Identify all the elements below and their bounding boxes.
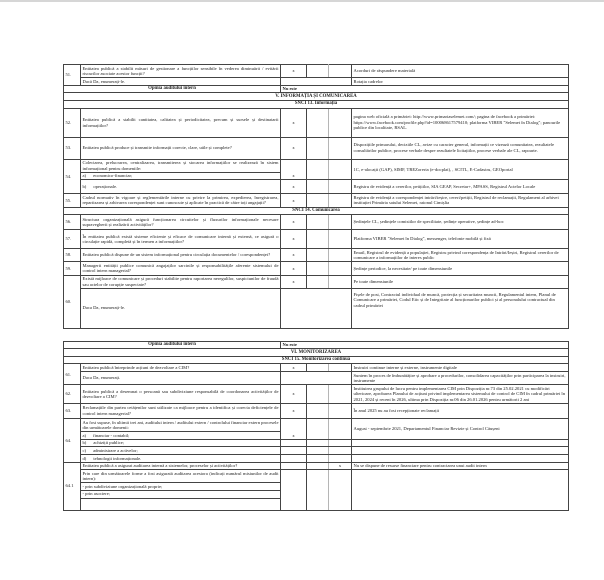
answer-nu: [307, 230, 329, 249]
row-number: 64.1: [64, 462, 81, 510]
table-row: [64, 180, 569, 194]
option-text: achiziții publice;: [93, 440, 125, 446]
subsection-heading-row: [64, 207, 569, 215]
answer-nu: [307, 65, 329, 78]
comment-cell: Registru de evidență a corespondenței intrări/ieșire, cereri/petiții, Registrul de reclamații, Regulament al arhivei instituției Primăria satului Selemet, raionul Cimișlia: [352, 194, 569, 207]
comment-cell: [352, 455, 569, 463]
answer-da: x: [281, 159, 307, 180]
answer-da: x: [281, 275, 307, 288]
option-text: [81, 498, 281, 510]
table-row: [64, 462, 569, 470]
question-text: Entitatea publică a asigurat auditarea internă a sistemelor, proceselor și activităților?: [81, 462, 281, 470]
cim-questionnaire-table: [63, 64, 569, 511]
answer-na: [329, 159, 352, 180]
answer-nu: [307, 180, 329, 194]
answer-da: x: [281, 137, 307, 159]
option-c: [81, 447, 281, 455]
option-a: [81, 172, 281, 180]
row-number: 52.: [64, 108, 81, 137]
answer-da: x: [281, 385, 307, 404]
comment-cell: Ședințe periodice, la necesitate/ pe toate dimensiunile: [352, 262, 569, 275]
table-row: [64, 78, 569, 86]
option-text: economico-financiar;: [93, 173, 133, 179]
table-row: [64, 288, 569, 328]
sub-answer-empty: [281, 372, 352, 385]
comment-cell: Nu se dispune de resurse financiare pentru contractarea unui audit intern: [352, 462, 569, 470]
answer-na: [329, 455, 352, 463]
answer-na: [329, 447, 352, 455]
row-number: 60.: [64, 275, 81, 328]
table-row: [64, 447, 569, 455]
row-number: 64.: [64, 419, 81, 463]
opinion-row: [64, 341, 569, 349]
option-b: [81, 180, 281, 194]
section-title: VI. MONITORIZAREA: [64, 349, 569, 357]
answer-da: x: [281, 419, 307, 440]
option-text: tehnologii informaționale.: [93, 455, 142, 461]
answer-nu: [307, 447, 329, 455]
answer-da: x: [281, 262, 307, 275]
question-text: Au fost supuse, în ultimii trei ani, auditului intern / auditului extern / controlului financiar extern procesele din următoarele domenii:: [82, 419, 279, 431]
comment-cell: [352, 439, 569, 447]
row-number: 54.: [64, 159, 81, 194]
table-row: [64, 385, 569, 404]
table-row: [64, 215, 569, 230]
table-row: [64, 470, 569, 483]
table-row: [64, 419, 569, 432]
answer-da: x: [281, 180, 307, 194]
option-label: a): [82, 432, 87, 438]
answer-na: [329, 180, 352, 194]
subsection-title: SNCI 15. Monitorizarea continuă: [64, 356, 569, 364]
table-row: [64, 404, 569, 419]
table-row: [64, 159, 569, 172]
answer-na: [329, 385, 352, 404]
answer-nu: [307, 462, 329, 470]
answer-nu: [307, 108, 329, 137]
comment-cell: pagina web oficială a primăriei: http://www.primariaselemet.com/; pagina de facebook a primăriei: https://www.facebook.com/profile.php?id=100068617579410; platforma VIBER "Selemet în Dialog"; panourile publice din localitate, RSAL.: [352, 108, 569, 137]
sub-question-text: Daca Da, enumerați-le.: [81, 288, 281, 328]
option-label: d): [82, 455, 87, 461]
answer-da: [281, 439, 307, 447]
row-number: 58.: [64, 249, 81, 262]
question-text: Entitatea publică întreprinde acțiuni de dezvoltare a CIM?: [81, 364, 281, 372]
answer-nu: [307, 385, 329, 404]
table-row: [64, 230, 569, 249]
answer-na: [329, 65, 352, 78]
subsection-heading-row: [64, 100, 569, 108]
table-row: [64, 65, 569, 78]
answer-nu: [307, 364, 329, 372]
opinion-label: Opinia auditului intern: [64, 85, 281, 93]
answer-na: [329, 439, 352, 447]
option-text: operaționale.: [93, 184, 118, 190]
row-number: 57.: [64, 230, 81, 249]
table-row: [64, 249, 569, 262]
comment-cell: Email, Registrul de evidență a populației, Registru privind corespondența de Intrări/Ieșiri, Registrul cererilor de comunicare a informațiilor de interes public: [352, 249, 569, 262]
table-row: [64, 372, 569, 385]
sub-question-text: Dacă Da, enumerați-le.: [81, 78, 281, 86]
answer-na: [329, 249, 352, 262]
answer-da: x: [281, 230, 307, 249]
answer-na: [329, 470, 352, 510]
viewer-top-bar: [0, 0, 604, 2]
question-text: Entitatea publică a desemnat o persoană sau subdiviziune responsabilă de coordonarea activităților de dezvoltare a CIM?: [81, 385, 281, 404]
question-text: Entitatea publică a stabilit măsuri de gestionare a funcțiilor sensibile în vederea diminuării / evitării riscurilor asociate acestor funcții?: [82, 65, 279, 77]
comment-cell: Registru de evidență a cererilor, petițiilor, SIA GEAP, Secretar+, MPASS, Registrul Actelor Locale: [352, 180, 569, 194]
answer-da: x: [281, 215, 307, 230]
answer-da: [281, 447, 307, 455]
option-label: a): [82, 173, 87, 179]
row-number: 56.: [64, 215, 81, 230]
sub-question-text: Daca Da, enumerați.: [81, 372, 281, 385]
row-number: 51.: [64, 65, 81, 86]
comment-cell: Pe toate dimensiunile: [352, 275, 569, 288]
spacer: [64, 328, 569, 341]
comment-cell: Dispozițiile primarului, deciziile CL, avize cu caracter general, informații ce vizează comunitatea, rezultatele consultărilor publice, procese verbale despre rezultatele licitațiilor, procese verbale ale CL, rapoarte.: [352, 137, 569, 159]
answer-da: [281, 462, 307, 470]
answer-da: x: [281, 194, 307, 207]
sub-comment-cell: Fișele de post, Contractul individual de muncă, protecția și securitatea muncii, Regulamentul intern, Planul de Comunicare a primăriei, Codul Etic și de Integritate al funcționarilor publici și al personalului contractual din cadrul primăriei: [352, 288, 569, 328]
row-number: 63.: [64, 404, 81, 419]
answer-na: [329, 108, 352, 137]
question-text: Entitatea publică produce și transmite informații corecte, clare, utile și complete?: [81, 137, 281, 159]
table-row: [64, 364, 569, 372]
spacer-row: [64, 328, 569, 341]
answer-nu: [307, 137, 329, 159]
sub-comment-cell: Rotația cadrelor: [352, 78, 569, 86]
question-text: Managerii entității publice comunică angajaților sarcinile și responsabilitățile aferente sistemului de control intern managerial?: [82, 262, 279, 274]
option-label: b): [82, 440, 87, 446]
option-b: [81, 439, 281, 447]
table-row: [64, 455, 569, 463]
answer-nu: [307, 455, 329, 463]
answer-nu: [307, 249, 329, 262]
answer-nu: [307, 215, 329, 230]
question-text: Cadrul normativ în vigoare și reglementările interne cu privire la primirea, expedierea, înregistrarea, repartizarea și arhivarea corespondenței sunt cunoscute și aplicate în practică de către toți angajații?: [82, 194, 279, 206]
answer-nu: [307, 404, 329, 419]
option-text: administrare a activelor;: [93, 447, 138, 453]
row-number: 55.: [64, 194, 81, 207]
answer-nu: [307, 439, 329, 447]
comment-cell: August - septembrie 2021, Departamentul Financiar Revizie și Control Căușeni: [352, 419, 569, 440]
answer-da: x: [281, 364, 307, 372]
question-text: Colectarea, prelucrarea, centralizarea, transmiterea și stocarea informațiilor se realizează în sistem informațional pentru domeniile:: [82, 160, 279, 171]
answer-da: [281, 455, 307, 463]
question-text: Structura organizațională asigură funcționarea circuitelor și fluxurilor informaționale necesare supravegherii și realizării activităților?: [81, 215, 281, 230]
sub-answer-empty: [281, 78, 352, 86]
table-row: [64, 275, 569, 288]
answer-da: x: [281, 249, 307, 262]
answer-na: [329, 275, 352, 288]
row-number: 53.: [64, 137, 81, 159]
option-text: - prin subdiviziune organizațională proprie;: [81, 483, 281, 491]
option-label: b): [82, 184, 87, 190]
answer-na: [329, 137, 352, 159]
option-a: [81, 432, 281, 440]
answer-na: [329, 419, 352, 440]
comment-cell: [352, 470, 569, 510]
comment-cell: Instruiri continue interne și externe, instrumente digitale: [352, 364, 569, 372]
document-page: [63, 64, 568, 511]
answer-nu: [307, 419, 329, 440]
answer-da: x: [281, 108, 307, 137]
table-row: [64, 108, 569, 137]
section-heading-row: [64, 349, 569, 357]
answer-na: [329, 364, 352, 372]
answer-na: x: [329, 462, 352, 470]
answer-da: x: [281, 65, 307, 78]
answer-na: [329, 215, 352, 230]
comment-cell: Instituirea grupului de lucru pentru implementarea CIM prin Dispoziția nr.73 din 25.02.2021 cu modificări ulterioare, aprobarea Planului de acțiuni privind implementarea sistemului de control de CIM în cadrul primăriei în 2021, 2024 și recent în 2026, ultima prin Dispoziția nr.06 din 26.01.2026 pentru următorii 2 ani: [352, 385, 569, 404]
table-row: [64, 262, 569, 275]
comment-cell: 1C, e-alocații (GAP), SIMF, TREZoreria (e-docplat), , SCITL, E-Cadastru, GEOportal: [352, 159, 569, 180]
option-text: - prin asociere;: [81, 490, 281, 498]
table-row: [64, 194, 569, 207]
answer-da: [281, 470, 307, 510]
comment-cell: Ședințele CL, ședințele comisiilor de specilitate, ședințe operative, ședințe ad-hoc: [352, 215, 569, 230]
question-text: Există mijloace de comunicare și proceduri stabilite pentru raportarea neregulilor, suspiciunilor de fraudă sau actelor de corupție suspectate?: [82, 276, 279, 287]
sub-comment-cell: Suntem în proces de îmbunătățire și aprobare a procedurilor, consolidarea capacităților prin participarea la instruiri, instrumente: [352, 372, 569, 385]
option-label: c): [82, 447, 87, 453]
opinion-row: [64, 85, 569, 93]
answer-na: [329, 404, 352, 419]
answer-nu: [307, 194, 329, 207]
question-text: Entitatea publică dispune de un sistem informațional pentru circulația documentelor / corespondenței?: [81, 249, 281, 262]
subsection-title: SNCI 14. Comunicarea: [64, 207, 569, 215]
option-d: [81, 455, 281, 463]
subsection-title: SNCI 13. Informația: [64, 100, 569, 108]
question-text: În entitatea publică există sisteme eficiente și eficace de comunicare internă și externă, ce asigură o circulație rapidă, completă și în termen a informațiilor?: [81, 230, 281, 249]
section-title: V. INFORMAȚIA ȘI COMUNICAREA: [64, 93, 569, 101]
question-text: Entitatea publică a stabilit cantitatea, calitatea și periodicitatea, precum și sursele și destinatarii informațiilor?: [81, 108, 281, 137]
opinion-value: Nu este: [281, 85, 569, 93]
answer-nu: [307, 275, 329, 288]
section-heading-row: [64, 93, 569, 101]
row-number: 59.: [64, 262, 81, 275]
question-text: Reclamațiile din partea cetățenilor sunt utilizate ca mijloace pentru a identifica și corecta deficiențele de control intern managerial?: [81, 404, 281, 419]
opinion-value: Nu este: [281, 341, 569, 349]
answer-na: [329, 194, 352, 207]
comment-cell: Acorduri de răspundere materială: [352, 65, 569, 78]
answer-nu: [307, 262, 329, 275]
sub-answer-empty: [281, 288, 352, 328]
table-row: [64, 137, 569, 159]
comment-cell: În anul 2025 nu au fost recepționate reclamații: [352, 404, 569, 419]
subsection-heading-row: [64, 356, 569, 364]
answer-da: x: [281, 404, 307, 419]
answer-nu: [307, 159, 329, 180]
row-number: 61.: [64, 364, 81, 385]
option-text: financiar - contabil;: [93, 432, 130, 438]
opinion-label: Opinia auditului intern: [64, 341, 281, 349]
answer-na: [329, 230, 352, 249]
answer-nu: [307, 470, 329, 510]
answer-na: [329, 262, 352, 275]
comment-cell: [352, 447, 569, 455]
row-number: 62.: [64, 385, 81, 404]
comment-cell: Platforma VIBER "Selemet în Dialog", messenger, telefonie mobilă și fixă: [352, 230, 569, 249]
table-row: [64, 439, 569, 447]
question-text: Prin care din următoarele forme a fost asigurată auditarea acestora (indicați numărul misiunilor de audit intern):: [82, 470, 279, 482]
